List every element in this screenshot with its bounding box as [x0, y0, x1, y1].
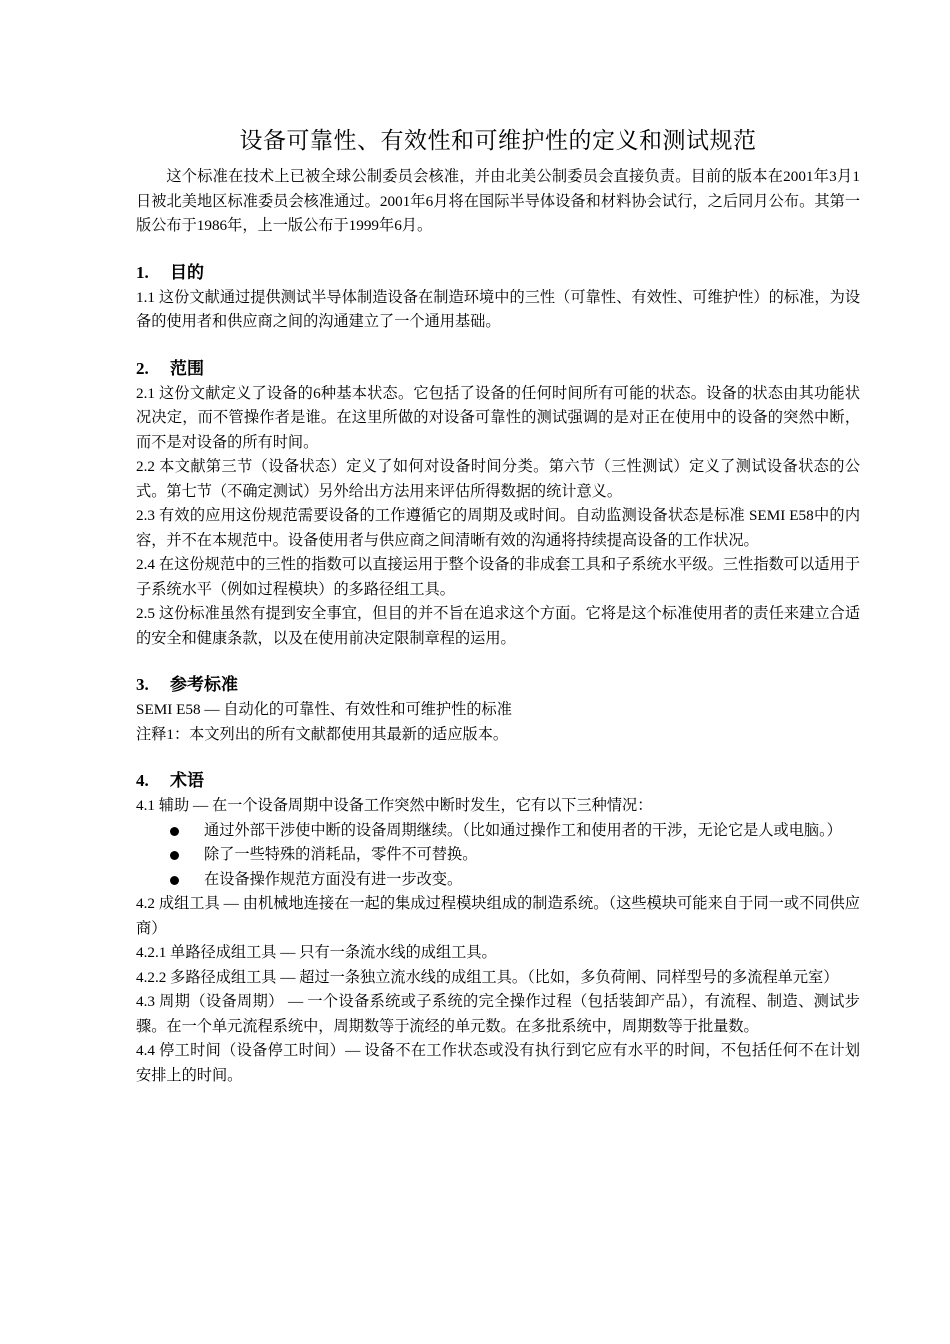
bullet-icon — [170, 876, 179, 885]
reference-semi-e58: SEMI E58 — 自动化的可靠性、有效性和可维护性的标准 — [136, 701, 512, 718]
section-title: 目的 — [170, 262, 204, 283]
section-number: 1. — [136, 262, 149, 282]
section-number: 3. — [136, 675, 149, 694]
assist-conditions-list — [136, 819, 860, 893]
paragraph-2-3: 2.3 有效的应用这份规范需要设备的工作遵循它的周期及或时间。自动监测设备状态是标准 SEMI E58中的内容，并不在本规范中。设备使用者与供应商之间清晰有效的沟通将持续提高设备的工作状况。 — [136, 507, 860, 549]
paragraph-2-5: 2.5 这份标准虽然有提到安全事宜，但目的并不旨在追求这个方面。它将是这个标准使用者的责任来建立合适的安全和健康条款，以及在使用前决定限制章程的运用。 — [136, 605, 860, 647]
paragraph-4-2-2: 4.2.2 多路径成组工具 — 超过一条独立流水线的成组工具。（比如，多负荷闸、同样型号的多流程单元室） — [136, 968, 839, 986]
section-heading-references — [136, 672, 860, 698]
section-title: 范围 — [170, 358, 204, 379]
paragraph-2-4: 2.4 在这份规范中的三性的指数可以直接运用于整个设备的非成套工具和子系统水平级。三性指数可以适用于子系统水平（例如过程模块）的多路径组工具。 — [136, 556, 860, 598]
paragraph-4-1: 4.1 辅助 — 在一个设备周期中设备工作突然中断时发生，它有以下三种情况： — [136, 797, 653, 814]
section-number: 2. — [136, 358, 149, 378]
document-page — [136, 118, 860, 1088]
paragraph-2-2: 2.2 本文献第三节（设备状态）定义了如何对设备时间分类。第六节（三性测试）定义了测试设备状态的公式。第七节（不确定测试）另外给出方法用来评估所得数据的统计意义。 — [136, 458, 860, 500]
note-1: 注释1：本文列出的所有文献都使用其最新的适应版本。 — [136, 725, 509, 743]
section-title: 参考标准 — [170, 675, 238, 695]
list-item: 除了一些特殊的消耗品，零件不可替换。 — [170, 843, 860, 868]
document-title: 设备可靠性、有效性和可维护性的定义和测试规范 — [239, 128, 757, 154]
section-heading-scope — [136, 356, 860, 382]
list-item: 在设备操作规范方面没有进一步改变。 — [170, 868, 860, 893]
paragraph-4-4: 4.4 停工时间（设备停工时间）— 设备不在工作状态或没有执行到它应有水平的时间，不包括任何不在计划安排上的时间。 — [136, 1042, 860, 1084]
paragraph-4-3: 4.3 周期（设备周期） — 一个设备系统或子系统的完全操作过程（包括装卸产品），有流程、制造、测试步骤。在一个单元流程系统中，周期数等于流经的单元数。在多批系统中，周期数等于批量数。 — [136, 993, 860, 1035]
bullet-icon — [170, 851, 179, 860]
list-item: 通过外部干涉使中断的设备周期继续。（比如通过操作工和使用者的干涉，无论它是人或电脑。） — [170, 819, 860, 844]
bullet-icon — [170, 827, 179, 836]
section-heading-purpose — [136, 260, 860, 286]
section-title: 术语 — [170, 771, 204, 791]
section-number: 4. — [136, 771, 149, 790]
intro-paragraph: 这个标准在技术上已被全球公制委员会核准，并由北美公制委员会直接负责。目前的版本在2001年3月1日被北美地区标准委员会核准通过。2001年6月将在国际半导体设备和材料协会试行，之后同月公布。其第一版公布于1986年，上一版公布于1999年6月。 — [136, 168, 860, 234]
paragraph-1-1: 1.1 这份文献通过提供测试半导体制造设备在制造环境中的三性（可靠性、有效性、可维护性）的标准，为设备的使用者和供应商之间的沟通建立了一个通用基础。 — [136, 288, 860, 330]
section-heading-terminology — [136, 768, 860, 794]
paragraph-4-2-1: 4.2.1 单路径成组工具 — 只有一条流水线的成组工具。 — [136, 944, 497, 961]
paragraph-2-1: 2.1 这份文献定义了设备的6种基本状态。它包括了设备的任何时间所有可能的状态。设备的状态由其功能状况决定，而不管操作者是谁。在这里所做的对设备可靠性的测试强调的是对正在使用中的设备的突然中断，而不是对设备的所有时间。 — [136, 384, 860, 451]
paragraph-4-2: 4.2 成组工具 — 由机械地连接在一起的集成过程模块组成的制造系统。（这些模块可能来自于同一或不同供应商） — [136, 895, 860, 937]
